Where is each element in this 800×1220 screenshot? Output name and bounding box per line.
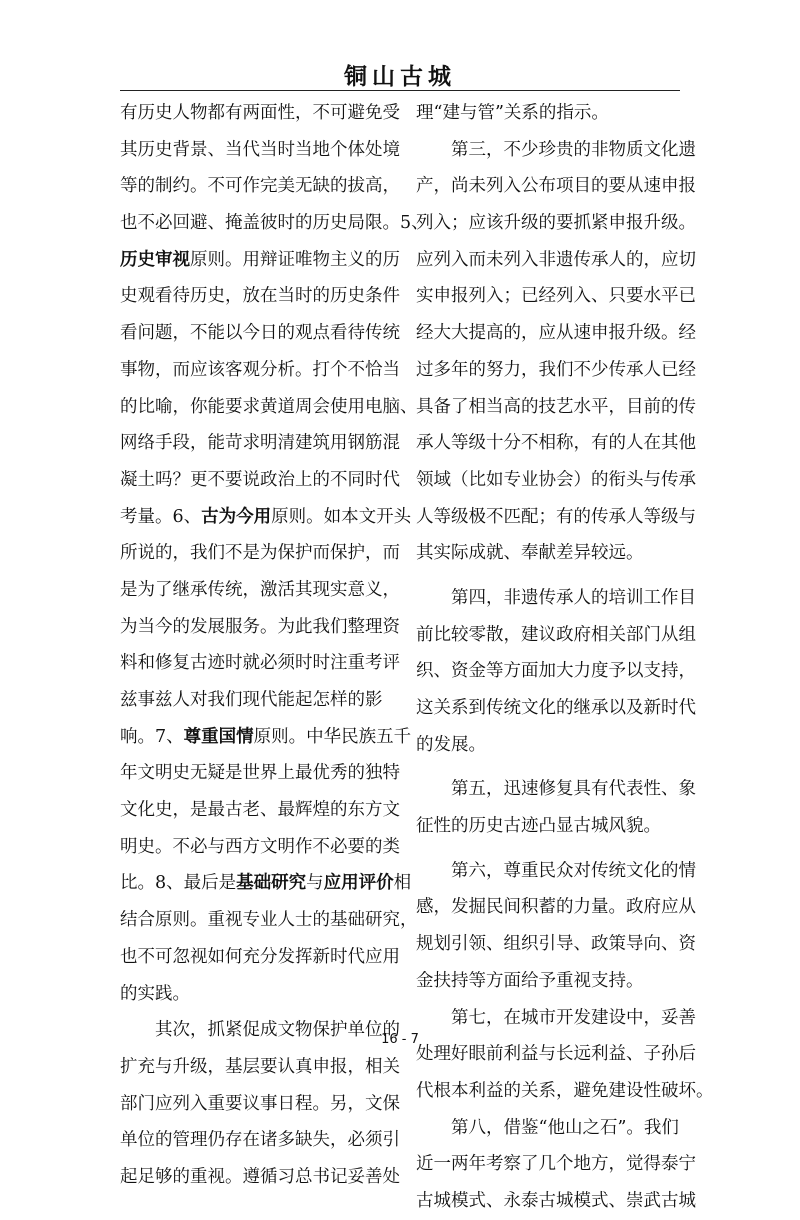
text-run: 产，尚未列入公布项目的要从速申报 [416, 176, 696, 197]
text-run: 征性的历史古迹凸显古城风貌。 [416, 816, 661, 837]
page-number: 16 - 7 [381, 1032, 419, 1047]
text-line [120, 352, 400, 389]
text-run: 理“建与管”关系的指示。 [416, 103, 609, 123]
text-line [416, 278, 696, 315]
text-line [416, 499, 696, 536]
text-run: 部门应列入重要议事日程。另，文保 [120, 1093, 400, 1114]
text-line [120, 95, 400, 132]
text-line [416, 315, 696, 352]
text-run: 近一两年考察了几个地方，觉得泰宁 [416, 1154, 696, 1175]
text-run: 单位的管理仍存在诸多缺失，必须引 [120, 1130, 400, 1151]
header-rule [120, 90, 680, 91]
text-run: 凝土吗？更不要说政治上的不同时代 [120, 469, 400, 490]
text-line [120, 1159, 400, 1196]
text-run: 有历史人物都有两面性，不可避免受 [120, 103, 400, 123]
text-run: 第七，在城市开发建设中，妥善 [451, 1007, 696, 1028]
text-line [120, 499, 412, 536]
text-run: 史观看待历史，放在当时的历史条件 [120, 286, 400, 307]
text-line [120, 829, 400, 866]
text-run: 等的制约。不可作完美无缺的拔高， [120, 176, 400, 197]
text-run: 其次，抓紧促成文物保护单位的 [155, 1020, 400, 1041]
text-line [120, 315, 400, 352]
text-line [416, 771, 696, 808]
text-line [120, 865, 412, 902]
text-run: 文化史，是最古老、最辉煌的东方文 [120, 800, 400, 821]
text-line [416, 352, 696, 389]
text-run: 织、资金等方面加大力度予以支持， [416, 661, 696, 682]
text-run: 比。8、最后是 [120, 873, 237, 894]
text-line [416, 926, 696, 963]
text-run: 考量。6、 [120, 506, 202, 527]
text-run: 所说的，我们不是为保护而保护，而 [120, 543, 400, 564]
text-line [120, 719, 412, 756]
bold-term: 应用评价 [323, 873, 394, 894]
text-run: 原则。用辩证唯物主义的历 [190, 249, 400, 270]
text-run: 相 [393, 873, 412, 894]
text-run: 原则。如本文开头 [271, 506, 412, 527]
text-line [416, 1000, 696, 1037]
text-line [120, 1086, 400, 1123]
text-line [416, 853, 696, 890]
text-line [120, 939, 400, 976]
text-run: 第四，非遗传承人的培训工作目 [451, 587, 696, 608]
text-run: 其实际成就、奉献差异较远。 [416, 543, 644, 564]
text-run: 感，发掘民间积蓄的力量。政府应从 [416, 897, 696, 918]
text-run: 明史。不必与西方文明作不必要的类 [120, 836, 400, 857]
text-run: 领域（比如专业协会）的衔头与传承 [416, 469, 696, 490]
text-line [416, 535, 684, 572]
bold-term: 历史审视 [120, 249, 190, 270]
text-run: 第三，不少珍贵的非物质文化遗 [451, 139, 696, 160]
text-run: 第八，借鉴“他山之石”。我们 [451, 1117, 679, 1138]
text-run: 的实践。 [120, 983, 190, 1004]
text-line [416, 1110, 684, 1147]
text-run: 第五，迅速修复具有代表性、象 [451, 779, 696, 800]
bold-term: 古为今用 [201, 506, 272, 527]
right-text-column [416, 95, 714, 1220]
text-run: 的发展。 [416, 734, 486, 755]
text-line [416, 168, 696, 205]
text-run: 经大大提高的，应从速申报升级。经 [416, 323, 696, 344]
text-line [120, 462, 400, 499]
text-line [120, 242, 400, 279]
text-line [120, 425, 400, 462]
text-run: 扩充与升级，基层要认真申报，相关 [120, 1056, 400, 1077]
text-run: 起足够的重视。遵循习总书记妥善处 [120, 1166, 400, 1187]
text-run: 应列入而未列入非遗传承人的，应切 [416, 249, 696, 270]
text-line [120, 132, 400, 169]
text-run: 承人等级十分不相称，有的人在其他 [416, 433, 696, 454]
text-run: 结合原则。重视专业人士的基础研究， [120, 910, 418, 931]
text-run: 人等级极不匹配；有的传承人等级与 [416, 506, 696, 527]
text-line [416, 1073, 714, 1110]
bold-term: 尊重国情 [183, 726, 254, 747]
text-run: 网络手段，能苛求明清建筑用钢筋混 [120, 433, 400, 454]
text-line [120, 682, 388, 719]
text-line [120, 168, 400, 205]
text-line [416, 690, 696, 727]
text-run: 前比较零散，建议政府相关部门从组 [416, 624, 696, 645]
text-run: 规划引领、组织引导、政策导向、资 [416, 934, 696, 955]
text-run: 看问题，不能以今日的观点看待传统 [120, 323, 400, 344]
text-line [120, 535, 400, 572]
text-line [416, 889, 696, 926]
paragraph-gap [416, 572, 684, 580]
text-line [120, 1122, 400, 1159]
paragraph-gap [416, 845, 684, 853]
text-line [120, 278, 400, 315]
text-run: 的比喻，你能要求黄道周会使用电脑、 [120, 396, 418, 417]
text-line [120, 902, 418, 939]
text-line [120, 389, 418, 426]
text-line [416, 808, 684, 845]
text-line [416, 963, 684, 1000]
text-line [416, 462, 696, 499]
text-run: 也不可忽视如何充分发挥新时代应用 [120, 946, 400, 967]
text-run: 第六，尊重民众对传统文化的情 [451, 860, 696, 881]
text-line [120, 1049, 400, 1086]
text-run: 金扶持等方面给予重视支持。 [416, 970, 644, 991]
text-run: 响。7、 [120, 726, 184, 747]
text-line [416, 1183, 696, 1220]
text-run: 实申报列入；已经列入、只要水平已 [416, 286, 696, 307]
text-line [120, 205, 429, 242]
text-line [416, 580, 696, 617]
text-line [416, 727, 684, 764]
text-line [416, 1146, 696, 1183]
text-line [416, 242, 696, 279]
text-run: 原则。中华民族五千 [253, 726, 412, 747]
text-line [120, 572, 400, 609]
text-run: 具备了相当高的技艺水平，目前的传 [416, 396, 696, 417]
text-run: 年文明史无疑是世界上最优秀的独特 [120, 763, 400, 784]
text-run: 列入；应该升级的要抓紧申报升级。 [416, 213, 696, 234]
text-run: 料和修复古迹时就必须时时注重考评 [120, 653, 400, 674]
text-run: 其历史背景、当代当时当地个体处境 [120, 139, 400, 160]
text-line [416, 132, 696, 169]
text-run: 代根本利益的关系，避免建设性破坏。 [416, 1080, 714, 1101]
text-line [120, 755, 400, 792]
text-run: 是为了继承传统，激活其现实意义， [120, 579, 400, 600]
text-run: 兹事兹人对我们现代能起怎样的影 [120, 690, 383, 710]
text-run: 也不必回避、掩盖彼时的历史局限。5、 [120, 213, 429, 234]
text-run: 处理好眼前利益与长远利益、子孙后 [416, 1044, 696, 1065]
text-line [120, 645, 400, 682]
text-run: 古城模式、永泰古城模式、崇武古城 [416, 1190, 696, 1211]
paragraph-gap [416, 763, 684, 771]
text-line [416, 95, 684, 132]
text-run: 与 [306, 873, 324, 894]
text-line [416, 425, 696, 462]
page-header-title: 铜山古城 [344, 63, 456, 90]
text-line [120, 609, 400, 646]
text-run: 事物，而应该客观分析。打个不恰当 [120, 359, 400, 380]
text-run: 这关系到传统文化的继承以及新时代 [416, 698, 696, 718]
text-run: 过多年的努力，我们不少传承人已经 [416, 359, 696, 380]
text-line [120, 976, 388, 1013]
text-line [416, 653, 696, 690]
text-line [416, 205, 696, 242]
text-run: 为当今的发展服务。为此我们整理资 [120, 616, 400, 637]
text-line [416, 617, 696, 654]
text-line [120, 792, 400, 829]
bold-term: 基础研究 [236, 873, 307, 894]
text-line [416, 389, 696, 426]
